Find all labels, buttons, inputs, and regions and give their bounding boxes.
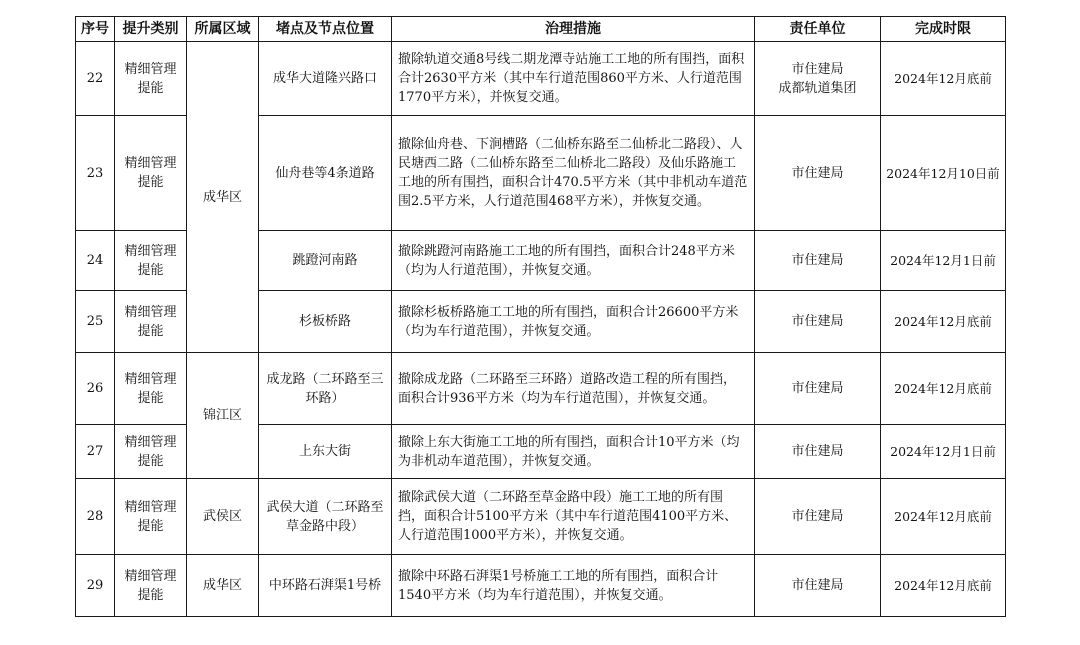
row-unit: 市住建局 (755, 116, 881, 231)
header-row (76, 17, 1006, 42)
row-measure: 撤除跳蹬河南路施工工地的所有围挡，面积合计248平方米（均为人行道范围），并恢复交通。 (392, 231, 755, 291)
header-category: 提升类别 (115, 17, 187, 42)
row-measure: 撤除仙舟巷、下涧槽路（二仙桥东路至二仙桥北二路段）、人民塘西二路（二仙桥东路至二仙桥北二路段）及仙乐路施工工地的所有围挡，面积合计470.5平方米（其中非机动车道范围2.5平方米，人行道范围468平方米），并恢复交通。 (392, 116, 755, 231)
header-district: 所属区域 (187, 17, 259, 42)
row-location: 中环路石湃渠1号桥 (259, 555, 392, 617)
row-location: 跳蹬河南路 (259, 231, 392, 291)
row-district: 武侯区 (187, 479, 259, 555)
row-measure: 撤除上东大街施工工地的所有围挡，面积合计10平方米（均为非机动车道范围），并恢复交通。 (392, 425, 755, 479)
row-number: 29 (76, 555, 115, 617)
row-unit: 市住建局 成都轨道集团 (755, 42, 881, 116)
row-deadline: 2024年12月底前 (881, 353, 1006, 425)
row-unit: 市住建局 (755, 353, 881, 425)
row-measure: 撤除中环路石湃渠1号桥施工工地的所有围挡，面积合计1540平方米（均为车行道范围），并恢复交通。 (392, 555, 755, 617)
row-location: 杉板桥路 (259, 291, 392, 353)
row-district: 锦江区 (187, 353, 259, 479)
header-deadline: 完成时限 (881, 17, 1006, 42)
row-district: 成华区 (187, 42, 259, 353)
row-category: 精细管理提能 (115, 425, 187, 479)
row-deadline: 2024年12月底前 (881, 555, 1006, 617)
row-category: 精细管理提能 (115, 42, 187, 116)
row-measure: 撤除武侯大道（二环路至草金路中段）施工工地的所有围挡，面积合计5100平方米（其中车行道范围4100平方米、人行道范围1000平方米），并恢复交通。 (392, 479, 755, 555)
row-deadline: 2024年12月底前 (881, 291, 1006, 353)
table-row (76, 479, 1006, 555)
row-measure: 撤除轨道交通8号线二期龙潭寺站施工工地的所有围挡，面积合计2630平方米（其中车行道范围860平方米、人行道范围1770平方米），并恢复交通。 (392, 42, 755, 116)
row-number: 24 (76, 231, 115, 291)
row-location: 武侯大道（二环路至草金路中段） (259, 479, 392, 555)
row-unit: 市住建局 (755, 479, 881, 555)
row-unit: 市住建局 (755, 291, 881, 353)
row-category: 精细管理提能 (115, 116, 187, 231)
row-unit: 市住建局 (755, 231, 881, 291)
header-measure: 治理措施 (392, 17, 755, 42)
row-number: 22 (76, 42, 115, 116)
row-category: 精细管理提能 (115, 555, 187, 617)
row-category: 精细管理提能 (115, 479, 187, 555)
row-deadline: 2024年12月底前 (881, 479, 1006, 555)
row-deadline: 2024年12月1日前 (881, 231, 1006, 291)
row-measure: 撤除杉板桥路施工工地的所有围挡，面积合计26600平方米（均为车行道范围），并恢复交通。 (392, 291, 755, 353)
row-category: 精细管理提能 (115, 291, 187, 353)
table-row (76, 42, 1006, 116)
row-number: 26 (76, 353, 115, 425)
row-deadline: 2024年12月10日前 (881, 116, 1006, 231)
governance-table (75, 16, 1006, 617)
row-unit: 市住建局 (755, 425, 881, 479)
row-unit: 市住建局 (755, 555, 881, 617)
row-location: 成华大道隆兴路口 (259, 42, 392, 116)
row-category: 精细管理提能 (115, 231, 187, 291)
header-location: 堵点及节点位置 (259, 17, 392, 42)
row-location: 仙舟巷等4条道路 (259, 116, 392, 231)
row-number: 23 (76, 116, 115, 231)
row-district: 成华区 (187, 555, 259, 617)
row-number: 28 (76, 479, 115, 555)
table-row (76, 353, 1006, 425)
row-number: 25 (76, 291, 115, 353)
row-category: 精细管理提能 (115, 353, 187, 425)
row-location: 成龙路（二环路至三环路） (259, 353, 392, 425)
row-deadline: 2024年12月底前 (881, 42, 1006, 116)
row-deadline: 2024年12月1日前 (881, 425, 1006, 479)
row-location: 上东大街 (259, 425, 392, 479)
row-measure: 撤除成龙路（二环路至三环路）道路改造工程的所有围挡，面积合计936平方米（均为车行道范围），并恢复交通。 (392, 353, 755, 425)
table-row (76, 555, 1006, 617)
header-no: 序号 (76, 17, 115, 42)
header-unit: 责任单位 (755, 17, 881, 42)
row-number: 27 (76, 425, 115, 479)
